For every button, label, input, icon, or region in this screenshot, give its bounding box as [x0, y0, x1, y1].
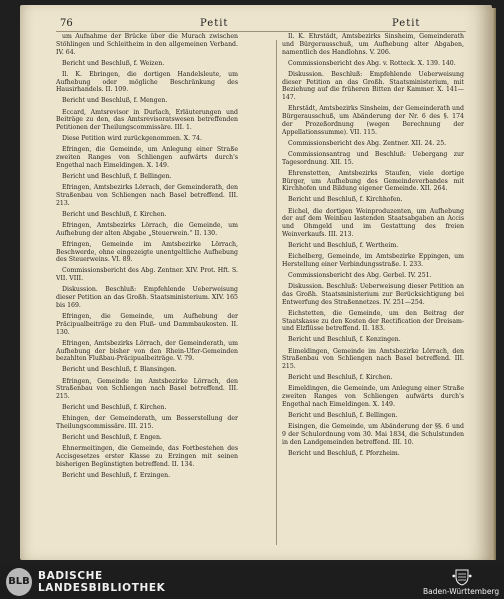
entry: Efringen, Gemeinde im Amtsbezirke Lörrach, den Straßenbau von Schliengen nach Basel betreffend. III. 215.	[56, 377, 238, 401]
entry: Efringen, Amtsbezirks Lörrach, die Gemeinde, um Aufhebung der alten Abgabe „Steuerwein.“ II. 130.	[56, 221, 238, 237]
entry: Il. K. Ehrstädt, Amtsbezirks Sinsheim, Gemeinderath und Bürgerausschuß, um Aufhebung alter Abgaben, namentlich des Handlohns. V. 206.	[282, 33, 464, 56]
running-title-left: Petit	[200, 18, 229, 29]
entry: Bericht und Beschluß, f. Blansingen.	[62, 366, 177, 374]
page-header	[60, 18, 458, 32]
entry: Efringen, die Gemeinde, um Aufhebung der Präcipualbeiträge zu den Fluß- und Dammbaukosten. II. 130.	[56, 313, 238, 336]
entry: Diese Petition wird zurückgenommen. X. 74.	[62, 135, 202, 143]
entry: Efringen, Amtsbezirks Lörrach, der Gemeinderath, den Straßenbau von Schliengen nach Basel betreffend. III. 213.	[56, 184, 238, 207]
entry: Bericht und Beschluß, f. Kenzingen.	[288, 336, 401, 344]
entry: Bericht und Beschluß, f. Mengen.	[62, 97, 168, 105]
entry: Eccard, Amtsrevisor in Durlach, Erläuterungen und Beiträge zu den, das Amtsrevisoratswesen betreffenden Petitionen der Theilungscommissäre. III. 1.	[56, 108, 238, 132]
entry: Bericht und Beschluß, f. Erzingen.	[62, 471, 171, 479]
entry: Eichel, die dortigen Weinproduzenten, um Aufhebung der auf dem Weinbau lastenden Staatsabgaben an Accis und Ohmgeld und im Gestattung des freien Weinverkaufs. III. 213.	[282, 207, 464, 238]
header-rule	[56, 31, 466, 32]
entry: Ehnermeitingen, die Gemeinde, das Fortbestehen des Accisgesetzes erster Klasse zu Erzingen mit seinen bisherigen Begünstigten betreffend. II. 134.	[56, 445, 238, 468]
entry: Diskussion. Beschluß: Empfehlende Ueberweisung dieser Petition an das Großh. Staatsministerium, mit Beziehung auf die früheren Bitten der Kammer. X. 141—147.	[282, 70, 464, 102]
entry: Bericht und Beschluß, f. Weizen.	[62, 59, 165, 67]
entry: Bericht und Beschluß, f. Kirchhofen.	[288, 196, 403, 204]
page-number: 76	[60, 18, 73, 29]
entry: Diskussion. Beschluß: Empfehlende Ueberweisung dieser Petition an das Großh. Staatsministerium. XIV. 165 bis 169.	[56, 286, 238, 309]
entry: Ehrstädt, Amtsbezirks Sinsheim, der Gemeinderath und Bürgerausschuß, um Abänderung der Nr. 6 des §. 174 der Prozeßordnung (wegen Berechnung der Appellationssumme). VII. 115.	[282, 105, 464, 136]
institution-line-1: BADISCHE	[38, 570, 103, 582]
entry: Il. K. Ebringen, die dortigen Handelsleute, um Aufhebung oder mögliche Beschränkung des Hausirhandels. II. 109.	[56, 70, 238, 94]
entry: Commissionsbericht des Abg. Zentner. XII. 24. 25.	[288, 139, 447, 147]
entry: Bericht und Beschluß, f. Bellingen.	[288, 412, 398, 420]
institution-name[interactable]	[38, 570, 165, 594]
institution-line-2: LANDESBIBLIOTHEK	[38, 582, 166, 594]
entry: Commissionsbericht des Abg. Zentner. XIV. Prot. Hft. S. VII. VIII.	[56, 267, 238, 283]
entry: Eimeldingen, die Gemeinde, um Anlegung einer Straße zweiten Ranges von Schliengen aufwärts durch's Engethal nach Eimeldingen. X. 149.	[282, 385, 464, 408]
entry: Commissionsantrag und Beschluß: Uebergang zur Tagesordnung. XII. 15.	[282, 150, 464, 166]
entry: Eichelberg, Gemeinde, im Amtsbezirke Eppingen, um Herstellung einer Verbindungsstraße. I. 233.	[282, 253, 464, 268]
entry: Bericht und Beschluß, f. Kirchen.	[62, 404, 167, 412]
entry: Commissionsbericht des Abg. v. Rotteck. X. 139. 140.	[288, 59, 456, 67]
entry: Diskussion. Beschluß: Ueberweisung dieser Petition an das Großh. Staatsministerium zur Berücksichtigung bei Entwerfung des Straßennetzes. IV. 251—254.	[282, 283, 464, 306]
blb-logo-icon[interactable]: BLB	[6, 568, 32, 596]
entry: Efringen, die Gemeinde, um Anlegung einer Straße zweiten Ranges von Schliengen aufwärts durch's Engethal nach Eimeldingen. X. 149.	[56, 146, 238, 169]
entry: Bericht und Beschluß, f. Kirchen.	[288, 374, 393, 382]
state-crest-icon	[452, 568, 472, 586]
entry: Bericht und Beschluß, f. Engen.	[62, 434, 162, 442]
entry: Bericht und Beschluß, f. Wertheim.	[288, 242, 399, 249]
entry: Eichstetten, die Gemeinde, um den Beitrag der Staatskasse zu den Kosten der Rectification der Dreisam- und Elzflüsse betreffend. II. 183.	[282, 309, 464, 333]
entry: Ehingen, der Gemeinderath, um Besserstellung der Theilungscommissäre. III. 215.	[56, 415, 238, 431]
entry: Bericht und Beschluß, f. Bellingen.	[62, 173, 172, 181]
entry: Eisingen, die Gemeinde, um Abänderung der §§. 6 und 9 der Schulordnung vom 30. Mai 1834, die Schulstunden in den Landgemeinden betreffend. III. 10.	[282, 423, 464, 446]
entry: Eimeldingen, Gemeinde im Amtsbezirke Lörrach, den Straßenbau von Schliengen nach Basel betreffend. III. 215.	[282, 347, 464, 371]
running-title-right: Petit	[392, 18, 421, 29]
entry: Efringen, Gemeinde im Amtsbezirke Lörrach, Beschwerde, ohne eingezeigte unentgeltliche Aufhebung des Steuerweins. VI. 89.	[56, 240, 238, 264]
entry: Bericht und Beschluß, f. Pforzheim.	[288, 449, 400, 457]
entry: Commissionsbericht des Abg. Gerbel. IV. 251.	[288, 271, 432, 279]
entry: um Aufnahme der Brücke über die Murach zwischen Stöhlingen und Schleitheim in den allgemeinen Verband. IV. 64.	[56, 33, 238, 56]
library-footer	[0, 565, 504, 599]
entry: Efringen, Amtsbezirks Lörrach, der Gemeinderath, um Aufhebung der bisher von den Rhein-Ufer-Gemeinden bezahlten Flußbau-Präcipualbeiträge. V. 79.	[56, 339, 238, 363]
entry: Ehrenstetten, Amtsbezirks Staufen, viele dortige Bürger, um Aufhebung des Gemeindeverbandes mit Kirchhofen und Bildung eigener Gemeinde. XII. 264.	[282, 169, 464, 193]
right-column	[282, 33, 464, 461]
column-divider	[276, 40, 277, 545]
left-column	[56, 33, 238, 483]
entry: Bericht und Beschluß, f. Kirchen.	[62, 210, 167, 218]
partner-label: Baden-Württemberg	[423, 587, 500, 596]
